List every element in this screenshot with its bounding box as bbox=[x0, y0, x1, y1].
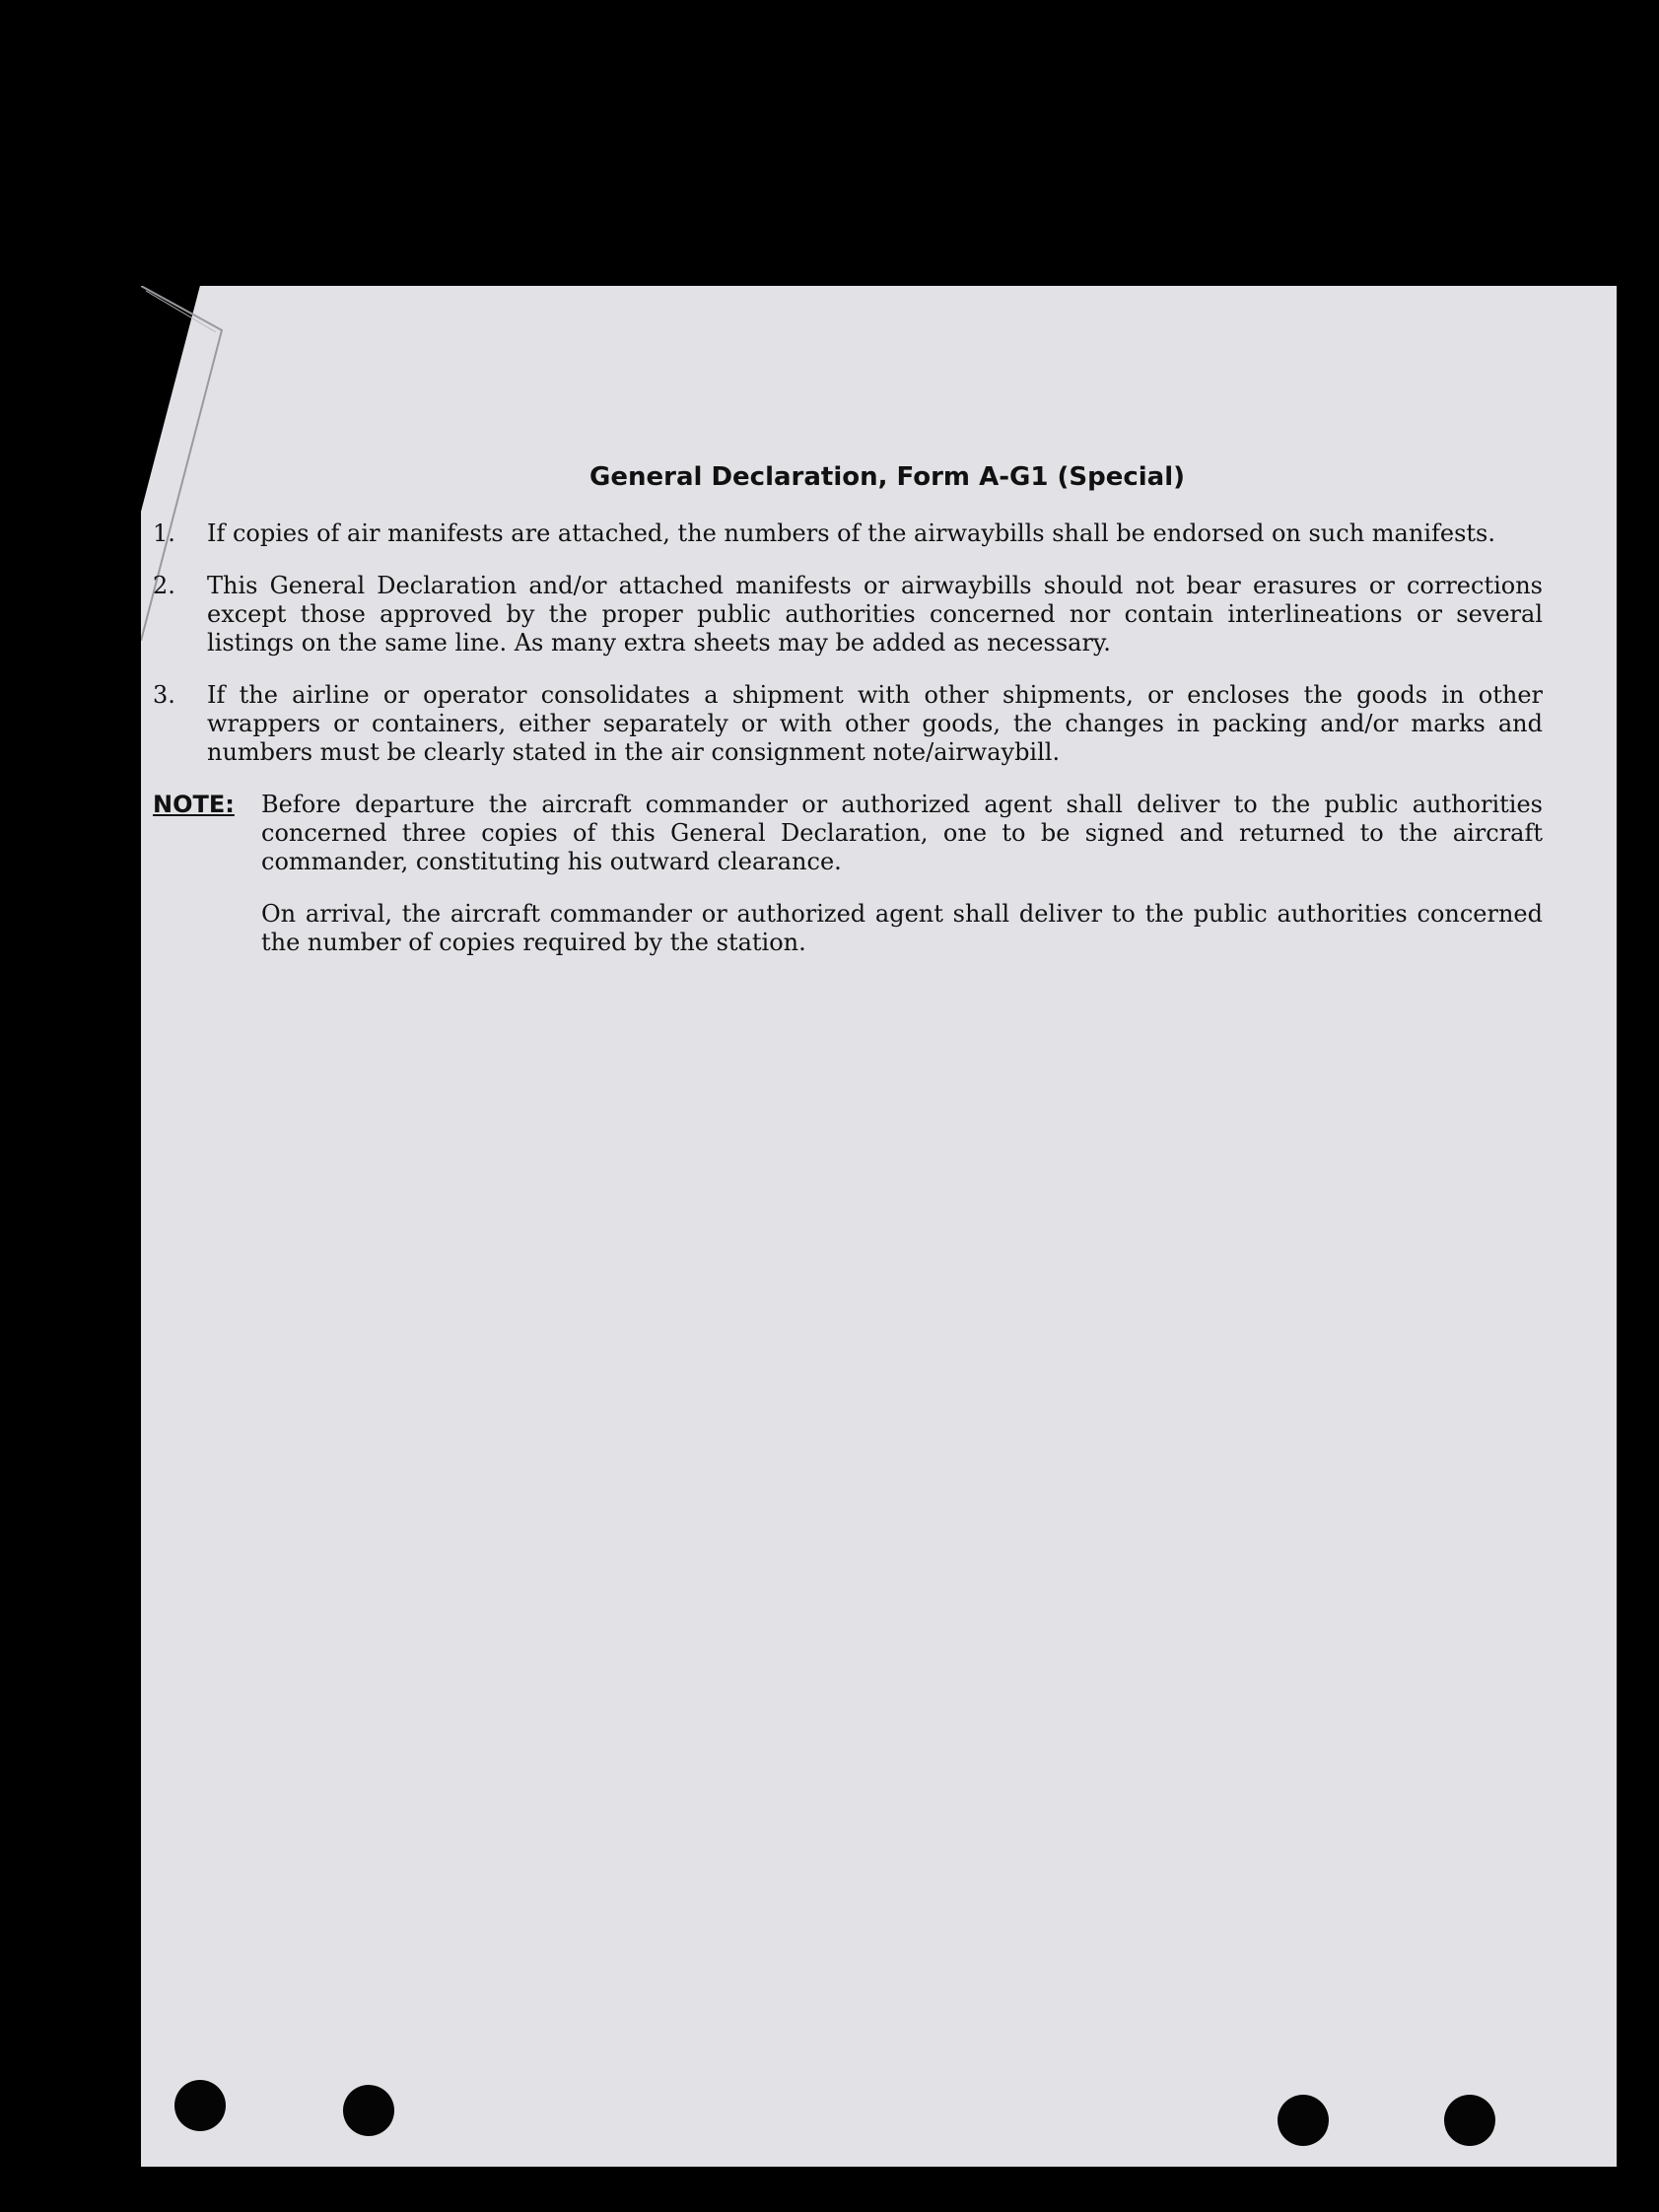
list-item bbox=[153, 572, 1543, 657]
arrival-note: On arrival, the aircraft commander or authorized agent shall deliver to the public authorities concerned the number of copies required by the station. bbox=[261, 900, 1543, 956]
item-text: If the airline or operator consolidates a shipment with other shipments, or encloses the goods in other wrappers or containers, either separately or with other goods, the changes in packing and/or marks and numbers must be clearly stated in the air consignment note/airwaybill. bbox=[207, 681, 1543, 766]
item-number: 2. bbox=[153, 572, 175, 599]
note-section bbox=[153, 791, 1543, 876]
item-number: 1. bbox=[153, 519, 175, 547]
item-text: This General Declaration and/or attached manifests or airwaybills should not bear erasures or corrections except those approved by the proper public authorities concerned nor contain interlineations or several listings on the same line. As many extra sheets may be added as necessary. bbox=[207, 572, 1543, 657]
punch-hole bbox=[174, 2080, 226, 2131]
declaration-instructions bbox=[153, 463, 1543, 957]
note-label: NOTE: bbox=[153, 791, 235, 818]
note-text: Before departure the aircraft commander or authorized agent shall deliver to the public authorities concerned three copies of this General Declaration, one to be signed and returned to the aircraft commander, constituting his outward clearance. bbox=[261, 791, 1543, 875]
punch-hole bbox=[1278, 2095, 1329, 2146]
item-number: 3. bbox=[153, 681, 175, 709]
punch-hole bbox=[1444, 2095, 1495, 2146]
list-item bbox=[153, 519, 1543, 548]
page-title: General Declaration, Form A-G1 (Special) bbox=[589, 462, 1185, 492]
list-item bbox=[153, 681, 1543, 767]
item-text: If copies of air manifests are attached, the numbers of the airwaybills shall be endorsed on such manifests. bbox=[207, 519, 1495, 547]
punch-hole bbox=[343, 2085, 394, 2136]
